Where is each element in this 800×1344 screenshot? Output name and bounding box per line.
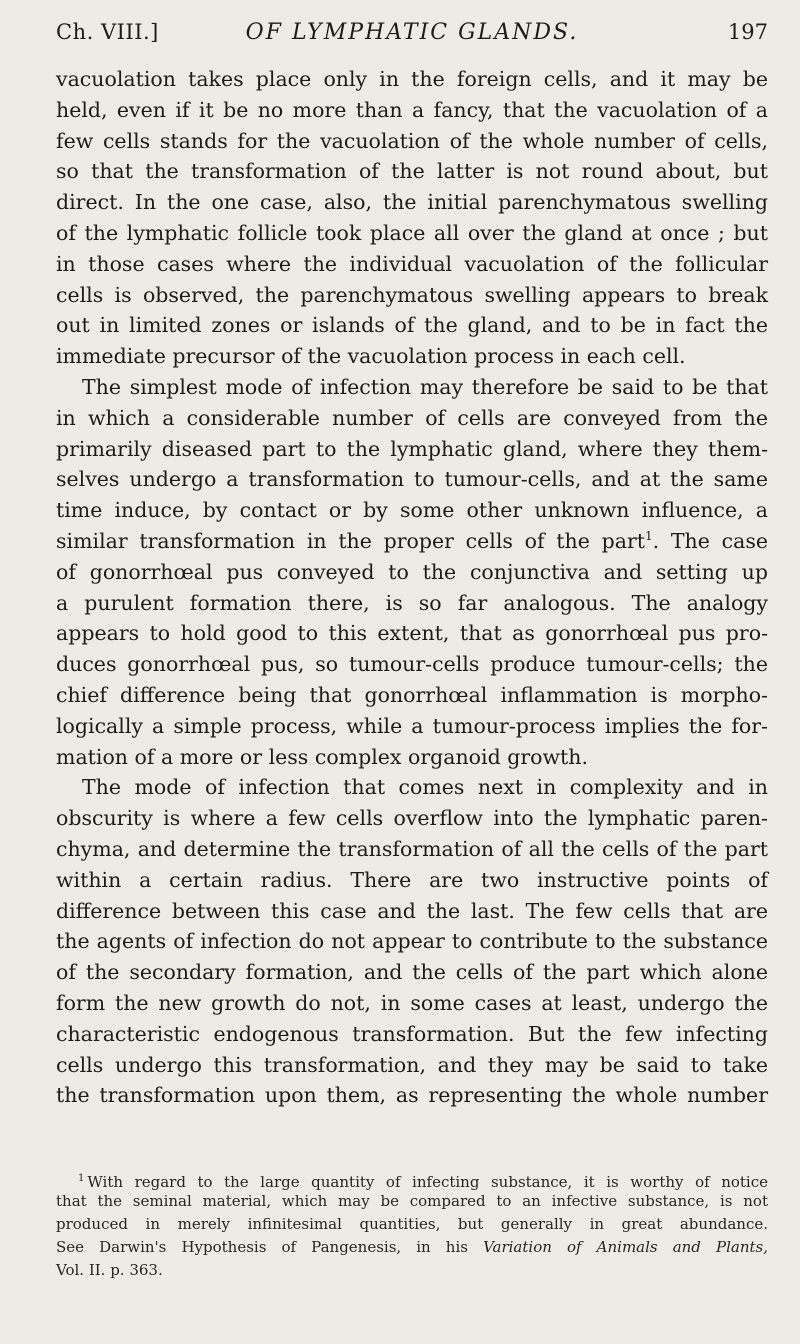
text-line: in which a considerable number of cells are conveyed from the: [56, 405, 768, 430]
text-line: in those cases where the individual vacuolation of the follicular: [56, 251, 768, 276]
footnote-book-title: Variation of Animals and Plants,: [483, 1238, 768, 1256]
chapter-label: Ch. VIII.]: [56, 20, 159, 44]
footnote-text: See Darwin's Hypothesis of Pangenesis, in his: [56, 1238, 468, 1256]
text-line: form the new growth do not, in some cases at least, undergo the: [56, 990, 768, 1015]
footnote: [56, 1167, 768, 1282]
footnote-line: [56, 1236, 768, 1259]
text-line: of gonorrhœal pus conveyed to the conjunctiva and setting up: [56, 559, 768, 584]
footnote-line: Vol. II. p. 363.: [56, 1261, 163, 1279]
running-header: [56, 20, 768, 54]
text-line: cells undergo this transformation, and they may be said to take: [56, 1052, 768, 1077]
text-line: chyma, and determine the transformation of all the cells of the part: [56, 836, 768, 861]
text-line: primarily diseased part to the lymphatic gland, where they them-: [56, 436, 768, 461]
text-line: the transformation upon them, as representing the whole number: [56, 1083, 768, 1108]
text-line: direct. In the one case, also, the initial parenchymatous swelling: [56, 190, 768, 215]
text-line: selves undergo a transformation to tumour-cells, and at the same: [56, 467, 768, 492]
page-number: 197: [727, 20, 768, 44]
text-line: The simplest mode of infection may therefore be said to be that: [82, 374, 768, 399]
text-line: of the secondary formation, and the cells of the part which alone: [56, 960, 768, 985]
text-line: time induce, by contact or by some other unknown influence, a: [56, 498, 768, 523]
text-line: cells is observed, the parenchymatous swelling appears to break: [56, 282, 768, 307]
text-line: chief difference being that gonorrhœal inflammation is morpho-: [56, 682, 768, 707]
text-line: mation of a more or less complex organoid growth.: [56, 744, 588, 769]
text-segment: similar transformation in the proper cells of the part: [56, 528, 645, 553]
text-line: duces gonorrhœal pus, so tumour-cells produce tumour-cells; the: [56, 652, 768, 677]
text-segment: . The case: [652, 528, 768, 553]
text-line: the agents of infection do not appear to contribute to the substance: [56, 929, 768, 954]
text-line: characteristic endogenous transformation. But the few infecting: [56, 1021, 768, 1046]
footnote-line: produced in merely infinitesimal quantities, but generally in great abundance.: [56, 1215, 768, 1233]
text-line: a purulent formation there, is so far analogous. The analogy: [56, 590, 768, 615]
text-line: appears to hold good to this extent, that as gonorrhœal pus pro-: [56, 621, 768, 646]
footnote-line: [56, 1167, 768, 1190]
body-text: [56, 64, 768, 1111]
text-line: vacuolation takes place only in the foreign cells, and it may be: [56, 67, 768, 91]
footnote-reference: 1: [645, 529, 653, 544]
footnote-line: that the seminal material, which may be compared to an infective substance, is not: [56, 1192, 768, 1210]
text-line: few cells stands for the vacuolation of the whole number of cells,: [56, 128, 768, 153]
running-title: OF LYMPHATIC GLANDS.: [245, 20, 579, 45]
text-line: logically a simple process, while a tumour-process implies the for-: [56, 713, 768, 738]
text-line: The mode of infection that comes next in complexity and in: [82, 775, 768, 800]
text-line: within a certain radius. There are two instructive points of: [56, 867, 768, 892]
text-line: obscurity is where a few cells overflow into the lymphatic paren-: [56, 806, 768, 831]
text-line: of the lymphatic follicle took place all over the gland at once ; but: [56, 220, 768, 245]
text-line: held, even if it be no more than a fancy, that the vacuolation of a: [56, 97, 768, 122]
text-line: difference between this case and the last. The few cells that are: [56, 898, 768, 923]
footnote-text: With regard to the large quantity of infecting substance, it is worthy of notice: [87, 1173, 768, 1191]
footnote-marker: 1: [78, 1173, 85, 1184]
text-line: immediate precursor of the vacuolation process in each cell.: [56, 344, 686, 369]
text-line-with-footnote: [56, 526, 768, 557]
text-line: so that the transformation of the latter is not round about, but: [56, 159, 768, 184]
text-line: out in limited zones or islands of the gland, and to be in fact the: [56, 313, 768, 338]
